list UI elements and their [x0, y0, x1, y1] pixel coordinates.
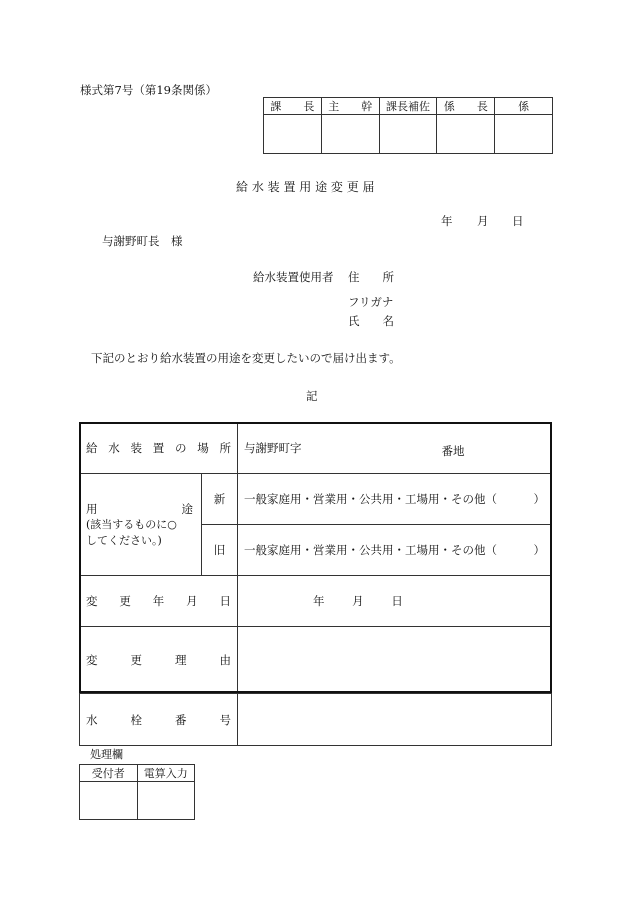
usage-new-label: 新 — [202, 474, 238, 525]
location-suffix: 番地 — [441, 443, 465, 458]
usage-new-options: 一般家庭用・営業用・公共用・工場用・その他（ — [244, 492, 497, 506]
approval-header: 課長補佐 — [379, 98, 437, 115]
ki-marker: 記 — [306, 389, 318, 403]
usage-old-close: ） — [533, 543, 545, 557]
usage-old-options: 一般家庭用・営業用・公共用・工場用・その他（ — [244, 543, 497, 557]
usage-new-field[interactable] — [238, 474, 552, 525]
approval-stamp-cell[interactable] — [264, 115, 322, 154]
change-date-field[interactable] — [238, 576, 552, 627]
change-year: 年 — [313, 594, 325, 608]
location-label-cell — [80, 423, 238, 474]
reason-label: 変 更 理 由 — [86, 653, 231, 667]
approval-stamp-cell[interactable] — [321, 115, 379, 154]
processing-table — [79, 764, 195, 820]
reason-field[interactable] — [238, 627, 552, 694]
change-day: 日 — [391, 594, 403, 608]
usage-new-close: ） — [533, 492, 545, 506]
approval-header: 主 幹 — [321, 98, 379, 115]
usage-label-cell — [80, 474, 202, 576]
change-month: 月 — [352, 594, 364, 608]
approval-stamp-cell[interactable] — [437, 115, 495, 154]
addressee: 与謝野町長 様 — [102, 234, 183, 248]
date-year: 年 — [441, 214, 453, 228]
applicant-role: 給水装置使用者 — [253, 270, 334, 284]
location-field[interactable] — [238, 423, 552, 474]
location-prefix: 与謝野町字 — [244, 441, 302, 455]
name-label: 氏 名 — [348, 314, 394, 328]
processing-header: 受付者 — [80, 765, 138, 782]
approval-grid — [263, 97, 553, 154]
location-label: 給 水 装 置 の 場 所 — [86, 441, 231, 455]
usage-label: 用 途 — [86, 501, 193, 516]
usage-old-label: 旧 — [202, 525, 238, 576]
processing-cell[interactable] — [80, 782, 138, 820]
approval-header: 係 — [495, 98, 553, 115]
hydrant-field[interactable] — [238, 694, 552, 746]
form-title: 給 水 装 置 用 途 変 更 届 — [236, 180, 375, 194]
processing-header: 電算入力 — [137, 765, 195, 782]
approval-stamp-cell[interactable] — [495, 115, 553, 154]
approval-header: 係 長 — [437, 98, 495, 115]
form-number: 様式第7号（第19条関係） — [80, 83, 217, 97]
approval-stamp-cell[interactable] — [379, 115, 437, 154]
change-date-label-cell — [80, 576, 238, 627]
intro-text: 下記のとおり給水装置の用途を変更したいので届け出ます。 — [91, 351, 401, 365]
processing-cell[interactable] — [137, 782, 195, 820]
address-label: 住 所 — [348, 270, 394, 284]
furigana-label: フリガナ — [348, 295, 394, 309]
change-date-label: 変 更 年 月 日 — [86, 594, 231, 608]
hydrant-label: 水 栓 番 号 — [86, 712, 231, 727]
date-month: 月 — [477, 214, 489, 228]
usage-note-1: (該当するものに○ — [86, 517, 177, 531]
approval-header: 課 長 — [264, 98, 322, 115]
date-day: 日 — [512, 214, 524, 228]
hydrant-label-cell — [80, 694, 238, 746]
processing-title: 処理欄 — [90, 748, 123, 761]
usage-old-field[interactable] — [238, 525, 552, 576]
main-form-table — [79, 422, 552, 746]
reason-label-cell — [80, 627, 238, 694]
usage-note-2: してください。) — [86, 533, 162, 547]
